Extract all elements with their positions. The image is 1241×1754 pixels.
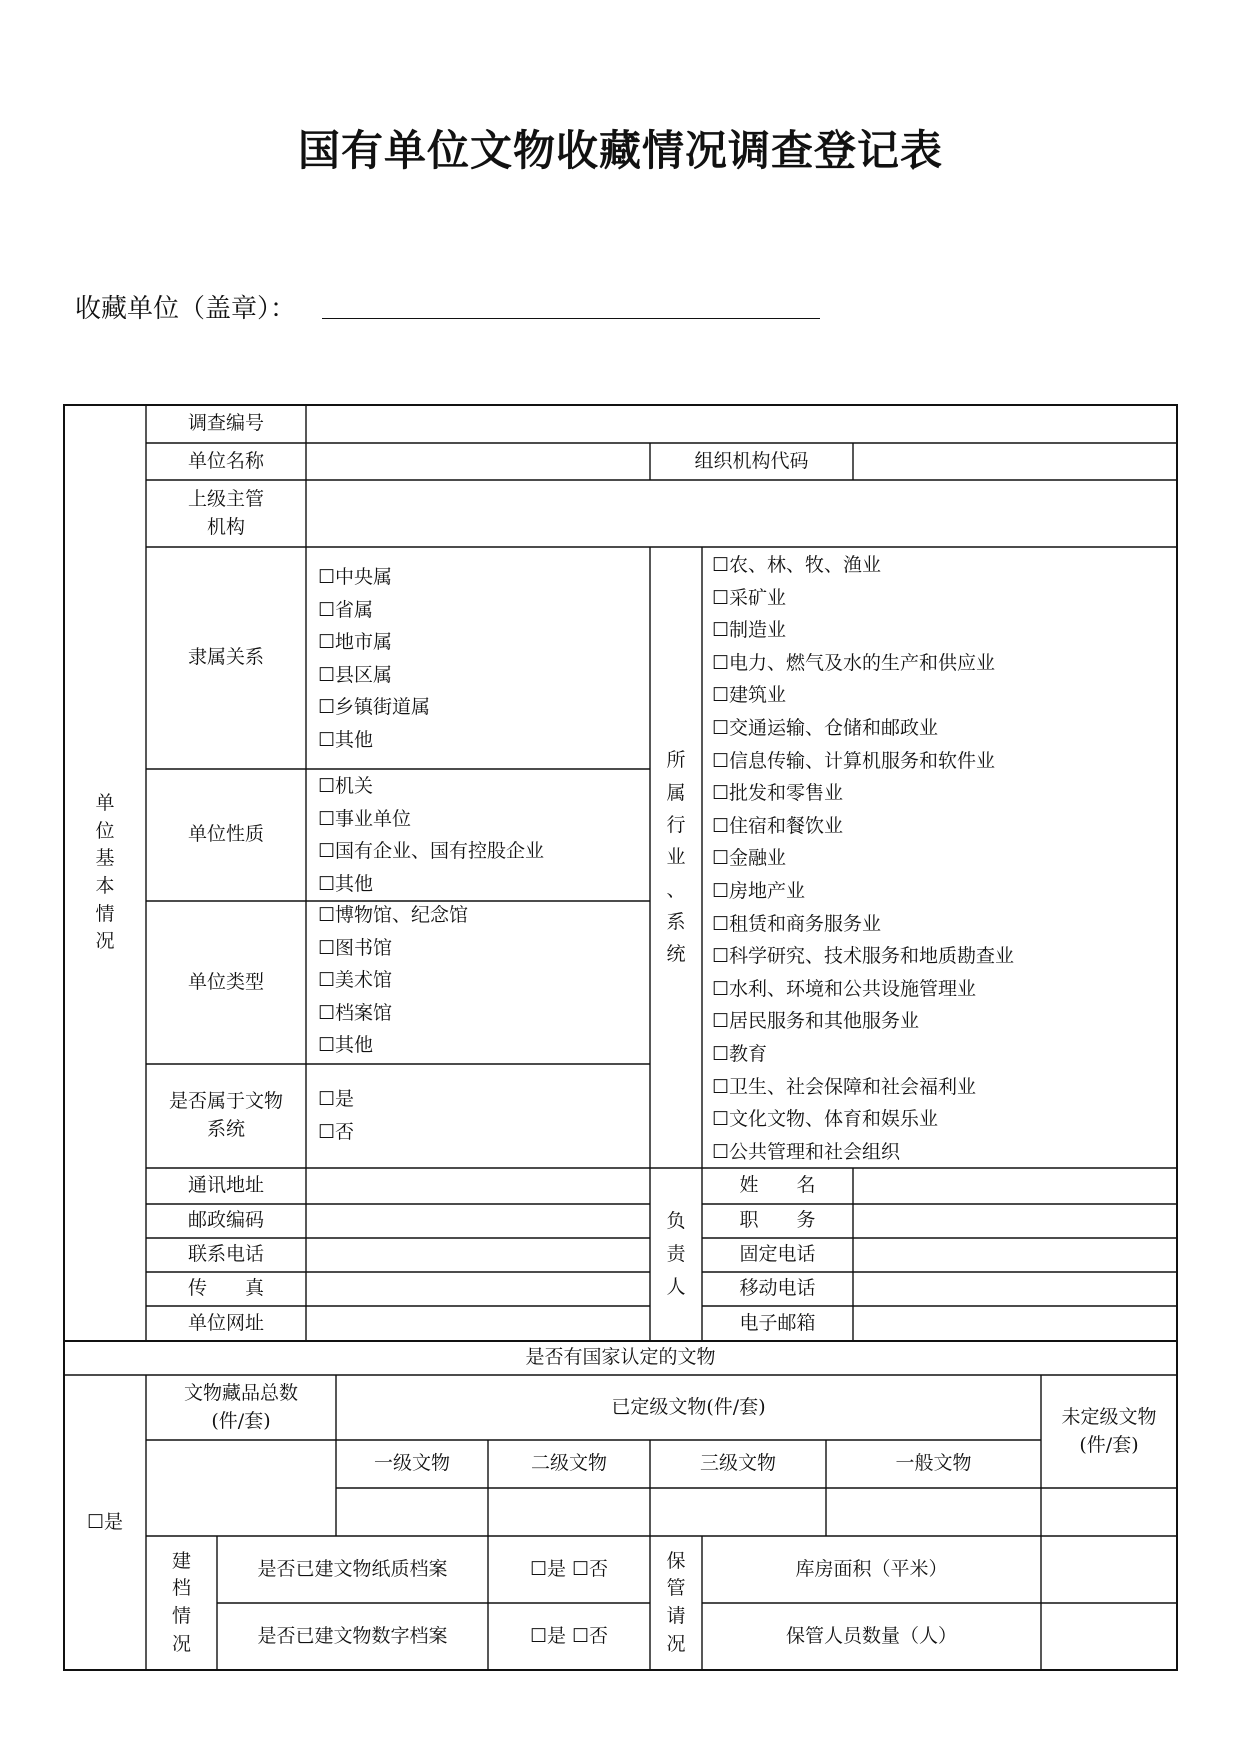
- responsible-name-field[interactable]: [853, 1168, 1177, 1204]
- affiliation-option[interactable]: ☐中央属: [318, 566, 393, 588]
- grade-1-label: 一级文物: [373, 1452, 450, 1475]
- checkbox-icon[interactable]: ☐: [318, 696, 336, 719]
- collecting-unit-label: 收藏单位（盖章）：: [75, 294, 297, 324]
- total-relics-label: 文物藏品总数 (件/套): [183, 1381, 298, 1432]
- checkbox-icon[interactable]: ☐: [318, 663, 336, 686]
- checkbox-icon[interactable]: ☐: [318, 566, 336, 588]
- phone-field[interactable]: [306, 1238, 650, 1272]
- checkbox-icon[interactable]: ☐: [712, 554, 730, 576]
- checkbox-icon[interactable]: ☐: [318, 1120, 336, 1143]
- industry-option[interactable]: ☐采矿业: [712, 586, 787, 609]
- industry-label: 所 属 行 业 、 系 统: [666, 749, 686, 966]
- checkbox-icon[interactable]: ☐: [318, 631, 336, 654]
- national-relics-question: 是否有国家认定的文物: [525, 1346, 716, 1369]
- affiliation-label: 隶属关系: [187, 646, 264, 669]
- industry-option[interactable]: ☐住宿和餐饮业: [712, 814, 844, 837]
- responsible-title-label: 职 务: [739, 1209, 816, 1232]
- industry-option[interactable]: ☐电力、燃气及水的生产和供应业: [712, 651, 996, 674]
- ungraded-relics-field[interactable]: [1041, 1488, 1177, 1536]
- industry-option[interactable]: ☐房地产业: [712, 879, 806, 902]
- responsible-mobile-field[interactable]: [853, 1272, 1177, 1306]
- checkbox-icon[interactable]: ☐: [318, 872, 336, 895]
- grade-general-field[interactable]: [826, 1488, 1041, 1536]
- industry-option[interactable]: ☐卫生、社会保障和社会福利业: [712, 1075, 977, 1098]
- checkbox-icon[interactable]: ☐: [712, 619, 730, 642]
- grade-2-field[interactable]: [488, 1488, 650, 1536]
- ungraded-relics-label: 未定级文物 (件/套): [1061, 1405, 1157, 1456]
- has-relics-yes-option[interactable]: ☐ 是: [64, 1375, 146, 1670]
- checkbox-icon[interactable]: ☐: [86, 1510, 105, 1533]
- keepers-count-label: 保管人员数量（人）: [785, 1624, 957, 1647]
- relic-system-option-no[interactable]: ☐否: [318, 1120, 355, 1143]
- storage-area-label: 库房面积（平米）: [795, 1557, 948, 1580]
- industry-option[interactable]: ☐信息传输、计算机服务和软件业: [712, 749, 996, 772]
- checkbox-icon[interactable]: ☐: [318, 936, 336, 959]
- archive-status-label: 建 档 情 况: [171, 1549, 191, 1655]
- checkbox-icon[interactable]: ☐: [712, 879, 730, 902]
- checkbox-icon[interactable]: ☐: [712, 651, 730, 674]
- checkbox-icon[interactable]: ☐: [712, 684, 730, 707]
- affiliation-option[interactable]: ☐地市属: [318, 631, 393, 654]
- industry-option[interactable]: ☐居民服务和其他服务业: [712, 1010, 920, 1033]
- digital-archive-yes-no[interactable]: ☐是 ☐否: [529, 1624, 609, 1647]
- org-code-field[interactable]: [853, 443, 1177, 480]
- industry-option[interactable]: ☐批发和零售业: [712, 782, 844, 805]
- paper-archive-label: 是否已建文物纸质档案: [257, 1557, 448, 1580]
- digital-archive-label: 是否已建文物数字档案: [257, 1624, 448, 1647]
- industry-option[interactable]: ☐文化文物、体育和娱乐业: [712, 1108, 939, 1131]
- section-basic-info-label: 单 位 基 本 情 况: [95, 792, 115, 953]
- checkbox-icon[interactable]: ☐: [318, 807, 336, 830]
- relic-system-label: 是否属于文物 系统: [168, 1090, 283, 1140]
- industry-option[interactable]: ☐金融业: [712, 847, 787, 870]
- unit-name-field[interactable]: [306, 443, 650, 480]
- address-label: 通讯地址: [187, 1174, 264, 1197]
- affiliation-option[interactable]: ☐省属: [318, 598, 374, 621]
- responsible-email-field[interactable]: [853, 1306, 1177, 1341]
- checkbox-icon[interactable]: ☐: [712, 1042, 730, 1065]
- responsible-phone-label: 固定电话: [739, 1243, 816, 1266]
- unit-type-label: 单位类型: [187, 970, 264, 993]
- checkbox-icon[interactable]: ☐: [318, 1088, 336, 1110]
- responsible-person-label: 负 责 人: [666, 1209, 686, 1299]
- checkbox-icon[interactable]: ☐: [712, 912, 730, 935]
- industry-option[interactable]: ☐租赁和商务服务业: [712, 912, 882, 935]
- checkbox-icon[interactable]: ☐: [318, 1034, 336, 1057]
- checkbox-icon[interactable]: ☐: [712, 749, 730, 772]
- survey-number-field[interactable]: [306, 405, 1177, 443]
- industry-option[interactable]: ☐建筑业: [712, 684, 787, 707]
- unit-nature-options: [318, 770, 544, 900]
- org-code-label: 组织机构代码: [694, 449, 809, 472]
- storage-status-label: 保 管 请 况: [666, 1549, 686, 1655]
- graded-relics-label: 已定级文物(件/套): [611, 1395, 766, 1418]
- checkbox-icon[interactable]: ☐: [712, 1010, 730, 1033]
- industry-option[interactable]: ☐制造业: [712, 619, 787, 642]
- responsible-mobile-label: 移动电话: [739, 1277, 816, 1300]
- grade-3-field[interactable]: [650, 1488, 826, 1536]
- superior-org-label: 上级主管 机构: [187, 487, 264, 538]
- relic-system-options: [318, 1083, 354, 1148]
- responsible-name-label: 姓 名: [739, 1174, 816, 1197]
- type-option[interactable]: ☐美术馆: [318, 969, 393, 992]
- nature-option[interactable]: ☐事业单位: [318, 807, 412, 830]
- type-option[interactable]: ☐图书馆: [318, 936, 393, 959]
- website-label: 单位网址: [187, 1311, 264, 1334]
- checkbox-icon[interactable]: ☐: [712, 716, 730, 739]
- type-option[interactable]: ☐档案馆: [318, 1001, 393, 1024]
- postcode-field[interactable]: [306, 1204, 650, 1238]
- checkbox-icon[interactable]: ☐: [712, 945, 730, 968]
- checkbox-icon[interactable]: ☐: [712, 1140, 730, 1163]
- unit-type-options: [318, 899, 468, 1062]
- form-title: 国有单位文物收藏情况调查登记表: [297, 126, 943, 175]
- unit-nature-label: 单位性质: [187, 823, 264, 846]
- grade-3-label: 三级文物: [699, 1452, 776, 1475]
- unit-name-label: 单位名称: [187, 449, 264, 472]
- keepers-count-field[interactable]: [1041, 1603, 1177, 1670]
- checkbox-icon[interactable]: ☐: [318, 775, 336, 797]
- checkbox-icon[interactable]: ☐: [712, 1108, 730, 1131]
- industry-options: [712, 549, 1014, 1168]
- affiliation-options: [318, 561, 430, 757]
- total-relics-field[interactable]: [146, 1440, 336, 1536]
- nature-option[interactable]: ☐国有企业、国有控股企业: [318, 840, 545, 863]
- type-option[interactable]: ☐其他: [318, 1034, 374, 1057]
- fax-field[interactable]: [306, 1272, 650, 1306]
- industry-option[interactable]: ☐科学研究、技术服务和地质勘查业: [712, 945, 1015, 968]
- industry-option[interactable]: ☐公共管理和社会组织: [712, 1140, 901, 1163]
- grade-2-label: 二级文物: [530, 1452, 607, 1475]
- checkbox-icon[interactable]: ☐: [712, 977, 730, 1000]
- industry-option[interactable]: ☐交通运输、仓储和邮政业: [712, 716, 939, 739]
- checkbox-icon[interactable]: ☐: [712, 814, 730, 837]
- type-option[interactable]: ☐博物馆、纪念馆: [318, 904, 469, 926]
- responsible-phone-field[interactable]: [853, 1238, 1177, 1272]
- postcode-label: 邮政编码: [187, 1209, 264, 1232]
- grade-general-label: 一般文物: [895, 1452, 972, 1475]
- checkbox-icon[interactable]: ☐: [318, 840, 336, 863]
- checkbox-icon[interactable]: ☐: [712, 847, 730, 870]
- fax-label: 传 真: [187, 1277, 264, 1300]
- checkbox-icon[interactable]: ☐: [318, 904, 336, 926]
- affiliation-option[interactable]: ☐其他: [318, 728, 374, 751]
- website-field[interactable]: [306, 1306, 650, 1341]
- checkbox-icon[interactable]: ☐: [712, 586, 730, 609]
- nature-option[interactable]: ☐机关: [318, 775, 374, 797]
- relic-system-option-yes[interactable]: ☐是: [318, 1088, 355, 1110]
- affiliation-option[interactable]: ☐乡镇街道属: [318, 696, 431, 719]
- checkbox-icon[interactable]: ☐: [712, 1075, 730, 1098]
- checkbox-icon[interactable]: ☐: [318, 1001, 336, 1024]
- checkbox-icon[interactable]: ☐: [712, 782, 730, 805]
- responsible-title-field[interactable]: [853, 1204, 1177, 1238]
- industry-option[interactable]: ☐农、林、牧、渔业: [712, 554, 882, 576]
- industry-option[interactable]: ☐教育: [712, 1042, 768, 1065]
- superior-org-field[interactable]: [306, 480, 1177, 547]
- address-field[interactable]: [306, 1168, 650, 1204]
- paper-archive-yes-no[interactable]: ☐是 ☐否: [529, 1557, 609, 1580]
- checkbox-icon[interactable]: ☐: [318, 598, 336, 621]
- nature-option[interactable]: ☐其他: [318, 872, 374, 895]
- responsible-email-label: 电子邮箱: [739, 1311, 816, 1334]
- grade-1-field[interactable]: [336, 1488, 488, 1536]
- industry-option[interactable]: ☐水利、环境和公共设施管理业: [712, 977, 977, 1000]
- affiliation-option[interactable]: ☐县区属: [318, 663, 393, 686]
- checkbox-icon[interactable]: ☐: [318, 728, 336, 751]
- phone-label: 联系电话: [187, 1243, 264, 1266]
- checkbox-icon[interactable]: ☐: [318, 969, 336, 992]
- storage-area-field[interactable]: [1041, 1536, 1177, 1603]
- survey-number-label: 调查编号: [187, 412, 264, 435]
